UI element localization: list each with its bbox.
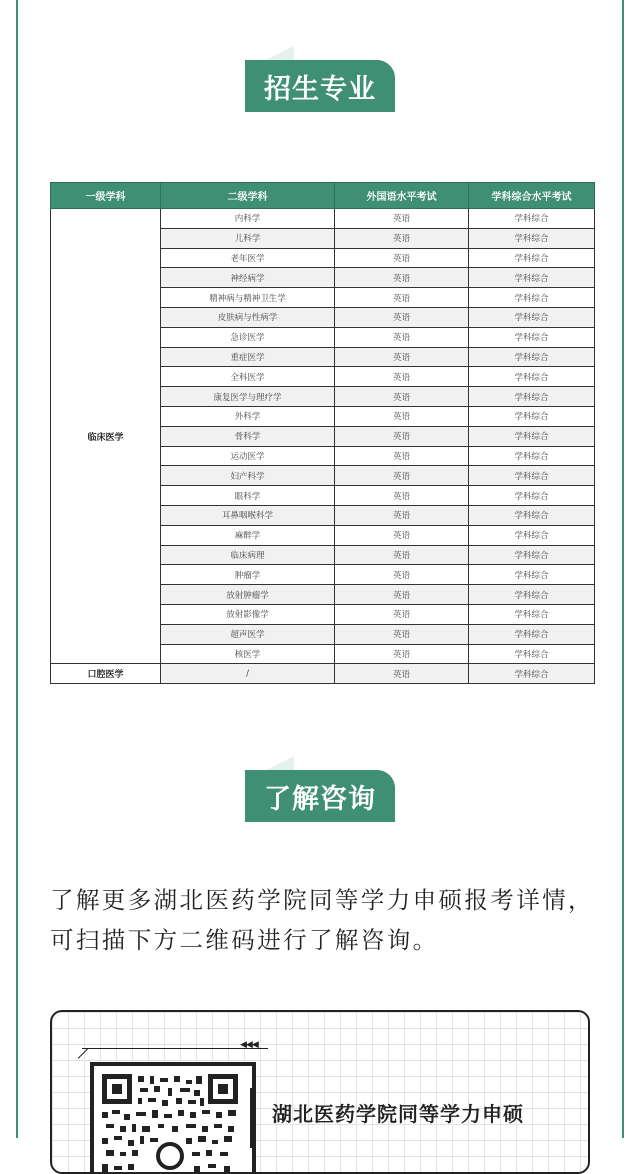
comprehensive-exam-cell: 学科综合 xyxy=(469,248,595,268)
card-title: 湖北医药学院同等学力申硕 xyxy=(272,1102,524,1126)
majors-table xyxy=(50,182,595,684)
language-exam-cell: 英语 xyxy=(335,486,469,506)
level2-subject-cell: / xyxy=(161,664,335,684)
comprehensive-exam-cell: 学科综合 xyxy=(469,327,595,347)
language-exam-cell: 英语 xyxy=(335,446,469,466)
level2-subject-cell: 内科学 xyxy=(161,209,335,229)
language-exam-cell: 英语 xyxy=(335,585,469,605)
card-decoration-line xyxy=(78,1048,89,1059)
language-exam-cell: 英语 xyxy=(335,387,469,407)
level2-subject-cell: 放射影像学 xyxy=(161,604,335,624)
table-row xyxy=(51,209,595,229)
header-level2: 二级学科 xyxy=(161,183,335,209)
language-exam-cell: 英语 xyxy=(335,248,469,268)
language-exam-cell: 英语 xyxy=(335,347,469,367)
majors-section-title: 招生专业 xyxy=(245,60,395,112)
language-exam-cell: 英语 xyxy=(335,624,469,644)
comprehensive-exam-cell: 学科综合 xyxy=(469,228,595,248)
header-comprehensive-exam: 学科综合水平考试 xyxy=(469,183,595,209)
level2-subject-cell: 皮肤病与性病学 xyxy=(161,307,335,327)
comprehensive-exam-cell: 学科综合 xyxy=(469,406,595,426)
level1-subject-cell: 临床医学 xyxy=(51,209,161,664)
language-exam-cell: 英语 xyxy=(335,209,469,229)
level2-subject-cell: 眼科学 xyxy=(161,486,335,506)
table-row xyxy=(51,664,595,684)
language-exam-cell: 英语 xyxy=(335,307,469,327)
comprehensive-exam-cell: 学科综合 xyxy=(469,644,595,664)
level2-subject-cell: 精神病与精神卫生学 xyxy=(161,288,335,308)
comprehensive-exam-cell: 学科综合 xyxy=(469,288,595,308)
level2-subject-cell: 急诊医学 xyxy=(161,327,335,347)
language-exam-cell: 英语 xyxy=(335,466,469,486)
consult-description: 了解更多湖北医药学院同等学力申硕报考详情，可扫描下方二维码进行了解咨询。 xyxy=(50,886,594,954)
comprehensive-exam-cell: 学科综合 xyxy=(469,565,595,585)
language-exam-cell: 英语 xyxy=(335,406,469,426)
level2-subject-cell: 全科医学 xyxy=(161,367,335,387)
comprehensive-exam-cell: 学科综合 xyxy=(469,505,595,525)
level2-subject-cell: 骨科学 xyxy=(161,426,335,446)
header-language-exam: 外国语水平考试 xyxy=(335,183,469,209)
level2-subject-cell: 神经病学 xyxy=(161,268,335,288)
language-exam-cell: 英语 xyxy=(335,664,469,684)
comprehensive-exam-cell: 学科综合 xyxy=(469,268,595,288)
consult-section-header xyxy=(0,756,640,826)
level2-subject-cell: 超声医学 xyxy=(161,624,335,644)
comprehensive-exam-cell: 学科综合 xyxy=(469,585,595,605)
language-exam-cell: 英语 xyxy=(335,426,469,446)
language-exam-cell: 英语 xyxy=(335,367,469,387)
level2-subject-cell: 放射肿瘤学 xyxy=(161,585,335,605)
table-header-row xyxy=(51,183,595,209)
level2-subject-cell: 老年医学 xyxy=(161,248,335,268)
level2-subject-cell: 肿瘤学 xyxy=(161,565,335,585)
level2-subject-cell: 重症医学 xyxy=(161,347,335,367)
arrows-icon: ◀◀◀ xyxy=(240,1040,258,1050)
language-exam-cell: 英语 xyxy=(335,505,469,525)
comprehensive-exam-cell: 学科综合 xyxy=(469,664,595,684)
language-exam-cell: 英语 xyxy=(335,228,469,248)
comprehensive-exam-cell: 学科综合 xyxy=(469,486,595,506)
comprehensive-exam-cell: 学科综合 xyxy=(469,446,595,466)
language-exam-cell: 英语 xyxy=(335,545,469,565)
consult-section-title: 了解咨询 xyxy=(245,770,395,822)
comprehensive-exam-cell: 学科综合 xyxy=(469,545,595,565)
qr-code-icon[interactable] xyxy=(102,1074,238,1174)
level2-subject-cell: 核医学 xyxy=(161,644,335,664)
language-exam-cell: 英语 xyxy=(335,327,469,347)
level2-subject-cell: 耳鼻咽喉科学 xyxy=(161,505,335,525)
level2-subject-cell: 妇产科学 xyxy=(161,466,335,486)
language-exam-cell: 英语 xyxy=(335,288,469,308)
comprehensive-exam-cell: 学科综合 xyxy=(469,604,595,624)
level2-subject-cell: 外科学 xyxy=(161,406,335,426)
level2-subject-cell: 临床病理 xyxy=(161,545,335,565)
card-divider xyxy=(250,1088,253,1148)
right-border-line xyxy=(622,0,624,1138)
language-exam-cell: 英语 xyxy=(335,565,469,585)
majors-section-header xyxy=(0,46,640,116)
comprehensive-exam-cell: 学科综合 xyxy=(469,466,595,486)
comprehensive-exam-cell: 学科综合 xyxy=(469,209,595,229)
level1-subject-cell: 口腔医学 xyxy=(51,664,161,684)
comprehensive-exam-cell: 学科综合 xyxy=(469,387,595,407)
qr-card xyxy=(50,1010,590,1174)
level2-subject-cell: 康复医学与理疗学 xyxy=(161,387,335,407)
level2-subject-cell: 麻醉学 xyxy=(161,525,335,545)
left-border-line xyxy=(16,0,18,1138)
language-exam-cell: 英语 xyxy=(335,525,469,545)
level2-subject-cell: 儿科学 xyxy=(161,228,335,248)
comprehensive-exam-cell: 学科综合 xyxy=(469,367,595,387)
comprehensive-exam-cell: 学科综合 xyxy=(469,624,595,644)
majors-table-body xyxy=(51,209,595,684)
language-exam-cell: 英语 xyxy=(335,268,469,288)
level2-subject-cell: 运动医学 xyxy=(161,446,335,466)
language-exam-cell: 英语 xyxy=(335,604,469,624)
language-exam-cell: 英语 xyxy=(335,644,469,664)
comprehensive-exam-cell: 学科综合 xyxy=(469,426,595,446)
comprehensive-exam-cell: 学科综合 xyxy=(469,347,595,367)
title-decoration xyxy=(266,46,294,60)
header-level1: 一级学科 xyxy=(51,183,161,209)
comprehensive-exam-cell: 学科综合 xyxy=(469,307,595,327)
title-decoration xyxy=(266,756,294,770)
comprehensive-exam-cell: 学科综合 xyxy=(469,525,595,545)
